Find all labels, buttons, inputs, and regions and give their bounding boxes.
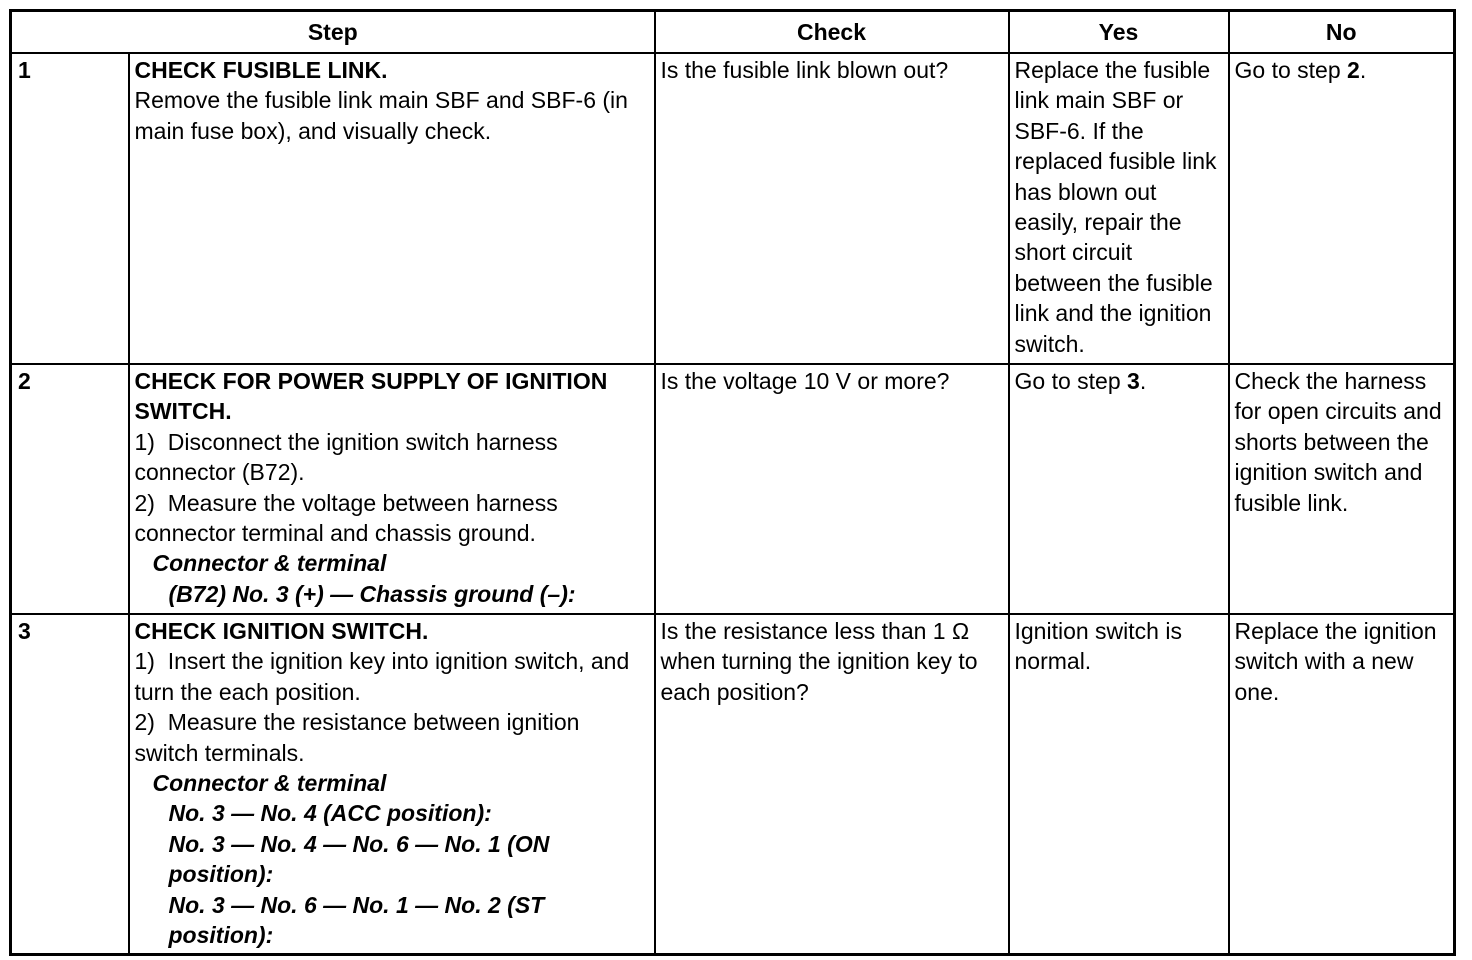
header-row	[11, 11, 1455, 54]
no-cell	[1229, 53, 1455, 364]
step-number: 2	[11, 364, 129, 614]
step-title: CHECK FOR POWER SUPPLY OF IGNITION SWITCH.	[134, 368, 608, 425]
header-check: Check	[655, 11, 1009, 54]
step-instruction: 1) Disconnect the ignition switch harness connector (B72).	[134, 428, 558, 486]
yes-cell: Ignition switch is normal.	[1009, 614, 1229, 954]
step-instruction: 2) Measure the resistance between ignition switch terminals.	[134, 709, 580, 766]
no-step-ref: 2	[1347, 57, 1360, 83]
yes-step-ref: 3	[1127, 368, 1140, 394]
step-number: 3	[11, 614, 129, 954]
step-description	[129, 364, 655, 614]
connector-item: (B72) No. 3 (+) — Chassis ground (–):	[168, 580, 576, 607]
connector-item: No. 3 — No. 6 — No. 1 — No. 2 (ST position):	[168, 891, 545, 949]
step-instruction: Remove the fusible link main SBF and SBF-6 (in main fuse box), and visually check.	[134, 87, 628, 144]
connector-item: No. 3 — No. 4 — No. 6 — No. 1 (ON position):	[168, 830, 550, 888]
yes-cell: Replace the fusible link main SBF or SBF-6. If the replaced fusible link has blown out easily, repair the short circuit between the fusible link and the ignition switch.	[1009, 53, 1229, 364]
no-text: Go to step	[1234, 57, 1348, 83]
connector-item: No. 3 — No. 4 (ACC position):	[168, 800, 492, 827]
check-cell: Is the fusible link blown out?	[655, 53, 1009, 364]
step-instruction: 1) Insert the ignition key into ignition switch, and turn the each position.	[134, 648, 630, 705]
yes-cell	[1009, 364, 1229, 614]
step-number: 1	[11, 53, 129, 364]
yes-text: Go to step	[1014, 368, 1128, 394]
table-row	[11, 364, 1455, 614]
table-row	[11, 53, 1455, 364]
header-yes: Yes	[1009, 11, 1229, 54]
step-description	[129, 53, 655, 364]
step-title: CHECK FUSIBLE LINK.	[134, 57, 388, 83]
check-cell: Is the voltage 10 V or more?	[655, 364, 1009, 614]
yes-suffix: .	[1139, 368, 1147, 394]
no-cell: Replace the ignition switch with a new one.	[1229, 614, 1455, 954]
diagnostic-table	[9, 9, 1456, 956]
connector-label: Connector & terminal	[152, 550, 387, 577]
no-cell: Check the harness for open circuits and shorts between the ignition switch and fusible link.	[1229, 364, 1455, 614]
step-title: CHECK IGNITION SWITCH.	[134, 618, 429, 644]
header-step: Step	[11, 11, 655, 54]
check-cell: Is the resistance less than 1 Ω when turning the ignition key to each position?	[655, 614, 1009, 954]
header-no: No	[1229, 11, 1455, 54]
connector-label: Connector & terminal	[152, 770, 387, 797]
step-description	[129, 614, 655, 954]
step-instruction: 2) Measure the voltage between harness connector terminal and chassis ground.	[134, 489, 558, 547]
diagnostic-table-container	[9, 9, 1453, 956]
no-suffix: .	[1359, 57, 1367, 83]
table-row	[11, 614, 1455, 954]
